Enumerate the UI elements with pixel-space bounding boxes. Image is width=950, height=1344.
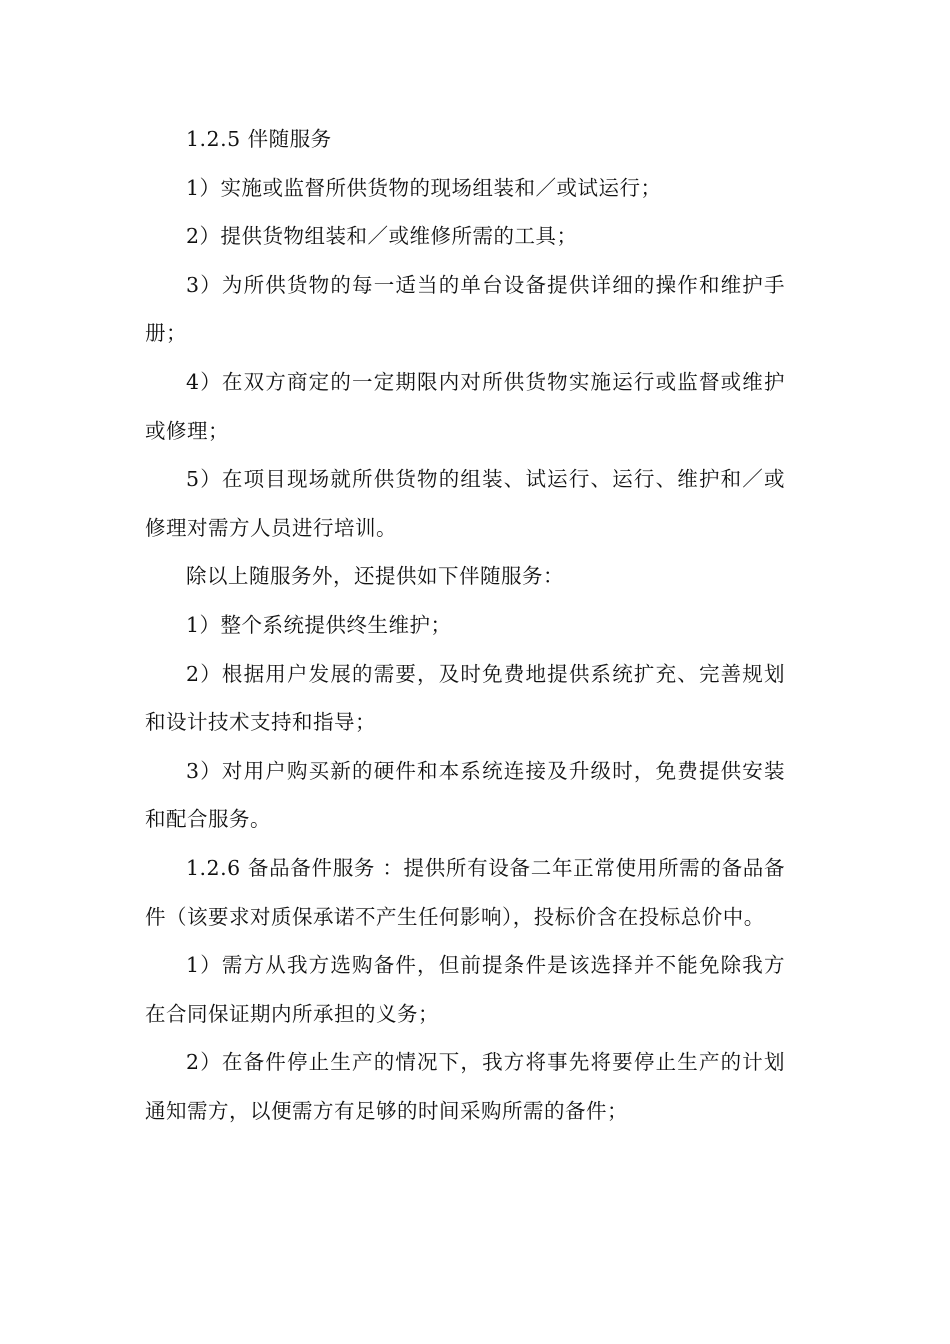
section-heading-1-2-6: 1.2.6 备品备件服务 ：提供所有设备二年正常使用所需的备品备件（该要求对质保承诺不产生任何影响），投标价含在投标总价中。 xyxy=(145,855,785,929)
list-item: 2）根据用户发展的需要，及时免费地提供系统扩充、完善规划和设计技术支持和指导； xyxy=(145,661,785,735)
body-paragraph: 除以上随服务外，还提供如下伴随服务： xyxy=(186,564,564,589)
list-item: 1）需方从我方选购备件，但前提条件是该选择并不能免除我方在合同保证期内所承担的义务； xyxy=(145,953,785,1026)
list-item: 2）提供货物组装和／或维修所需的工具； xyxy=(186,224,578,249)
section-heading-1-2-5: 1.2.5 伴随服务 xyxy=(186,127,332,151)
list-item: 4）在双方商定的一定期限内对所供货物实施运行或监督或维护或修理； xyxy=(145,369,785,443)
list-item: 5）在项目现场就所供货物的组装、试运行、运行、维护和／或修理对需方人员进行培训。 xyxy=(145,467,785,540)
list-item: 3）为所供货物的每一适当的单台设备提供详细的操作和维护手册； xyxy=(145,272,785,346)
list-item: 3）对用户购买新的硬件和本系统连接及升级时，免费提供安装和配合服务。 xyxy=(145,758,785,832)
document-page xyxy=(145,115,785,1135)
list-item: 2）在备件停止生产的情况下，我方将事先将要停止生产的计划通知需方，以便需方有足够的时间采购所需的备件； xyxy=(145,1050,785,1123)
list-item: 1）整个系统提供终生维护； xyxy=(186,612,452,637)
list-item: 1）实施或监督所供货物的现场组装和／或试运行； xyxy=(186,175,662,200)
